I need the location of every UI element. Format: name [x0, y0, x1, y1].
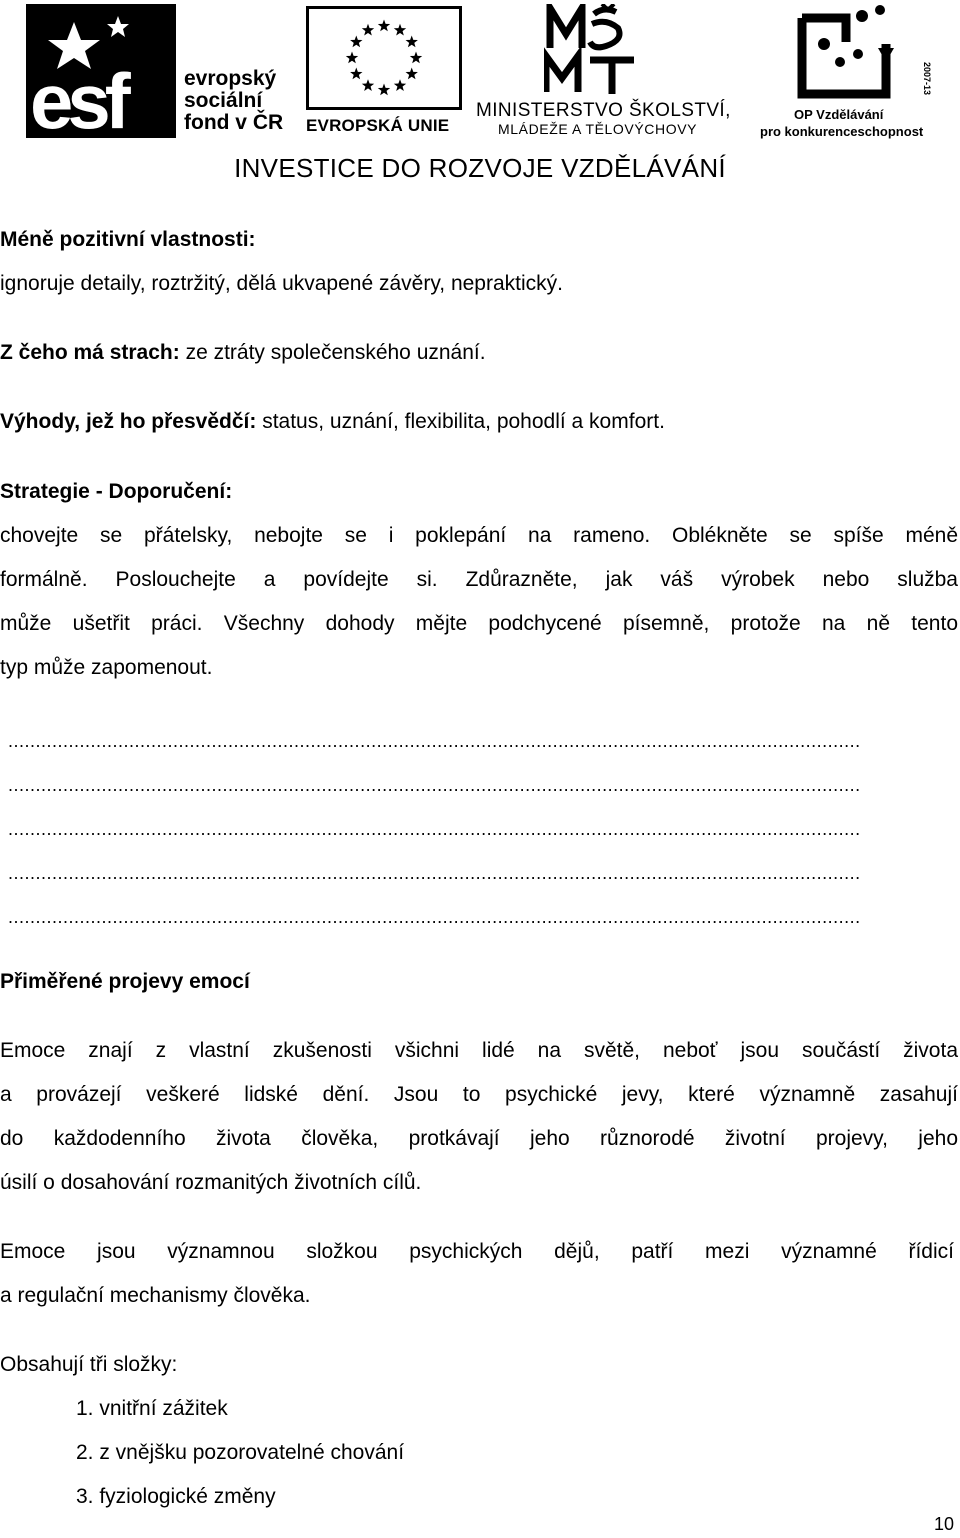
esf-line-1: evropský	[184, 67, 277, 90]
answer-line-5: ...........................................................................................................................................................	[8, 907, 861, 927]
op-mark-icon	[796, 4, 906, 102]
answer-line-3: ...........................................................................................................................................................	[8, 819, 861, 839]
msmt-line-1: MINISTERSTVO ŠKOLSTVÍ,	[476, 100, 731, 121]
fear-label: Z čeho má strach:	[0, 341, 180, 364]
component-item-3: 3. fyziologické změny	[76, 1485, 276, 1508]
answer-line-2: ...........................................................................................................................................................	[8, 775, 861, 795]
para1-line-2: a provázejí veškeré lidské dění. Jsou to psychické jevy, které významně zasahují	[0, 1083, 958, 1106]
eu-star	[350, 36, 362, 48]
para2-line-2: a regulační mechanismy člověka.	[0, 1284, 311, 1307]
eu-star	[350, 68, 362, 80]
eu-star	[362, 79, 374, 91]
para1-line-4: úsilí o dosahování rozmanitých životních cílů.	[0, 1171, 422, 1194]
esf-name	[184, 68, 283, 134]
esf-logo	[26, 4, 296, 138]
eu-label: EVROPSKÁ UNIE	[306, 116, 450, 135]
strategy-line-3: může ušetřit práci. Všechny dohody mějte podchycené písemně, protože na ně tento	[0, 612, 958, 635]
eu-star	[362, 24, 374, 36]
msmt-mark-icon	[544, 4, 684, 96]
esf-star-icon	[26, 4, 176, 138]
msmt-line-2: MLÁDEŽE A TĚLOVÝCHOVY	[498, 121, 698, 137]
strategy-line-4: typ může zapomenout.	[0, 656, 213, 679]
negative-heading: Méně pozitivní vlastnosti:	[0, 228, 256, 251]
esf-line-2: sociální	[184, 89, 263, 112]
para1-line-3: do každodenního života člověka, protkávají jeho různorodé životní projevy, jeho	[0, 1127, 958, 1150]
component-item-1: 1. vnitřní zážitek	[76, 1397, 228, 1420]
strategy-line-1: chovejte se přátelsky, nebojte se i poklepání na rameno. Oblékněte se spíše méně	[0, 524, 958, 547]
strategy-line-2: formálně. Poslouchejte a povídejte si. Zdůrazněte, jak váš výrobek nebo služba	[0, 568, 958, 591]
eu-star	[378, 20, 390, 32]
eu-star	[394, 24, 406, 36]
negative-text: ignoruje detaily, roztržitý, dělá ukvapené závěry, nepraktický.	[0, 272, 563, 295]
op-line-1: OP Vzdělávání	[794, 107, 884, 122]
eu-star	[378, 84, 390, 96]
advantages-line	[0, 408, 665, 436]
op-line-2: pro konkurenceschopnost	[760, 124, 924, 139]
para1-line-1: Emoce znají z vlastní zkušenosti všichni lidé na světě, neboť jsou součástí života	[0, 1039, 958, 1062]
eu-star	[406, 68, 418, 80]
msmt-logo	[476, 4, 752, 138]
components-intro: Obsahují tři složky:	[0, 1353, 178, 1376]
fear-text: ze ztráty společenského uznání.	[179, 341, 486, 364]
eu-flag	[306, 6, 462, 110]
advantages-label: Výhody, jež ho přesvědčí:	[0, 410, 257, 433]
advantages-text: status, uznání, flexibilita, pohodlí a komfort.	[256, 410, 665, 433]
eu-star	[346, 52, 358, 64]
eu-logo	[306, 6, 464, 136]
investice-banner: INVESTICE DO ROZVOJE VZDĚLÁVÁNÍ	[234, 153, 726, 183]
esf-line-3: fond v ČR	[184, 111, 284, 134]
page-number: 10	[933, 1514, 954, 1534]
op-year: 2007-13	[922, 62, 932, 96]
svg-text:esf: esf	[30, 57, 125, 138]
emotions-heading: Přiměřené projevy emocí	[0, 970, 250, 993]
answer-line-1: ...........................................................................................................................................................	[8, 731, 861, 751]
para2-line-1: Emoce jsou významnou složkou psychických dějů, patří mezi významné řídicí	[0, 1240, 954, 1263]
eu-star	[410, 52, 422, 64]
strategy-heading: Strategie - Doporučení:	[0, 480, 233, 503]
answer-line-4: ...........................................................................................................................................................	[8, 863, 861, 883]
esf-emblem	[26, 4, 176, 138]
eu-stars-icon	[309, 9, 459, 107]
eu-star	[406, 36, 418, 48]
fear-line	[0, 339, 486, 367]
component-item-2: 2. z vnějšku pozorovatelné chování	[76, 1441, 405, 1464]
eu-star	[394, 79, 406, 91]
op-logo	[760, 4, 940, 138]
